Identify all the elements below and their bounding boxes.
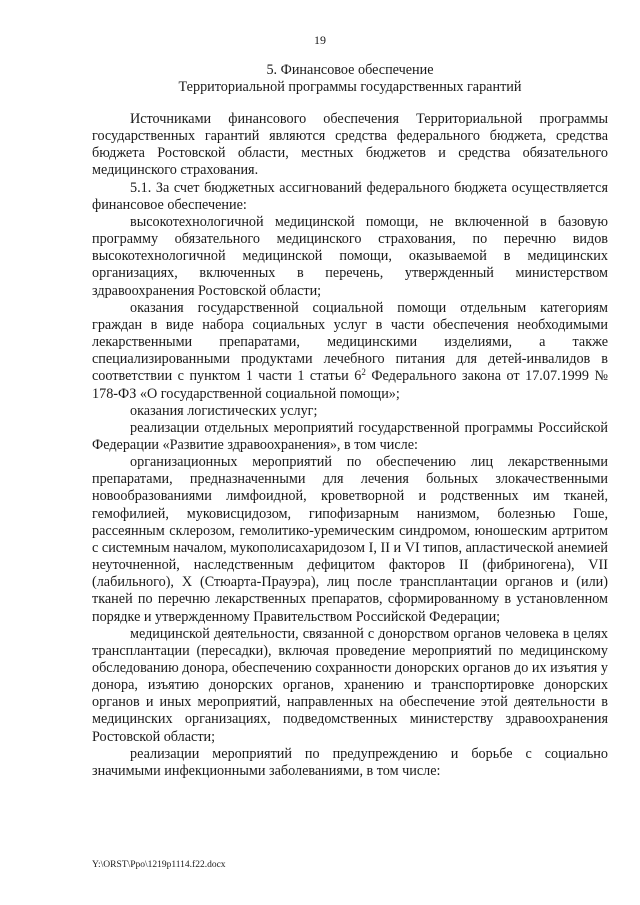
paragraph-5-1: 5.1. За счет бюджетных ассигнований федерального бюджета осуществляется финансовое обеспечение: [92, 179, 608, 213]
paragraph-sources: Источниками финансового обеспечения Территориальной программы государственных гарантий являются средства федерального бюджета, средства бюджета Ростовской области, местных бюджетов и средства обязательного медицинского страхования. [92, 111, 608, 179]
document-body [92, 111, 608, 780]
footer-file-path: Y:\ORST\Ppo\1219p1114.f22.docx [92, 860, 226, 870]
social-help-text: оказания государственной социальной помощи отдельным категориям граждан в виде набора социальных услуг в части обеспечения необходимыми лекарственными препаратами, медицинскими изделиями, а также специализированными продуктами лечебного питания для детей-инвалидов в соответствии с пунктом 1 части 1 статьи 6 [92, 299, 608, 385]
paragraph-infectious-diseases: реализации мероприятий по предупреждению и борьбе с социально значимыми инфекционными заболеваниями, в том числе: [92, 745, 608, 779]
paragraph-logistics: оказания логистических услуг; [130, 402, 318, 419]
heading-line-1: 5. Финансовое обеспечение [266, 62, 434, 78]
paragraph-organizational-measures: организационных мероприятий по обеспечению лиц лекарственными препаратами, предназначенными для лечения больных злокачественными новообразованиями лимфоидной, кроветворной и родственных им тканей, гемофилией, муковисцидозом, гипофизарным нанизмом, болезнью Гоше, рассеянным склерозом, гемолитико-уремическим синдромом, юношеским артритом с системным началом, мукополисахаридозом I, II и VI типов, апластической анемией неуточненной, наследственным дефицитом факторов II (фибриногена), VII (лабильного), X (Стюарта-Прауэра), лиц после трансплантации органов и (или) тканей по перечню лекарственных препаратов, сформированному в установленном порядке и утвержденному Правительством Российской Федерации; [92, 454, 608, 625]
heading-line-2: Территориальной программы государственных гарантий [178, 79, 522, 95]
paragraph-social-help [92, 300, 608, 403]
page-number: 19 [314, 33, 326, 47]
section-heading [92, 62, 608, 96]
article-superscript: 2 [361, 367, 366, 378]
paragraph-high-tech-care: высокотехнологичной медицинской помощи, не включенной в базовую программу обязательного медицинского страхования, по перечню видов высокотехнологичной медицинской помощи, оказываемой в медицинских организациях, включенных в перечень, утвержденный министерством здравоохранения Ростовской области; [92, 213, 608, 299]
paragraph-state-program: реализации отдельных мероприятий государственной программы Российской Федерации «Развитие здравоохранения», в том числе: [92, 419, 608, 453]
paragraph-organ-donation: медицинской деятельности, связанной с донорством органов человека в целях трансплантации (пересадки), включая проведение мероприятий по медицинскому обследованию донора, обеспечению сохранности донорских органов до их изъятия у донора, изъятию донорских органов, хранению и транспортировке донорских органов и иных мероприятий, направленных на обеспечение этой деятельности в медицинских организациях, подведомственных министерству здравоохранения Ростовской области; [92, 625, 608, 745]
social-help-tail: Федерального закона от 17.07.1999 № 178-ФЗ «О государственной социальной помощи»; [92, 368, 608, 402]
